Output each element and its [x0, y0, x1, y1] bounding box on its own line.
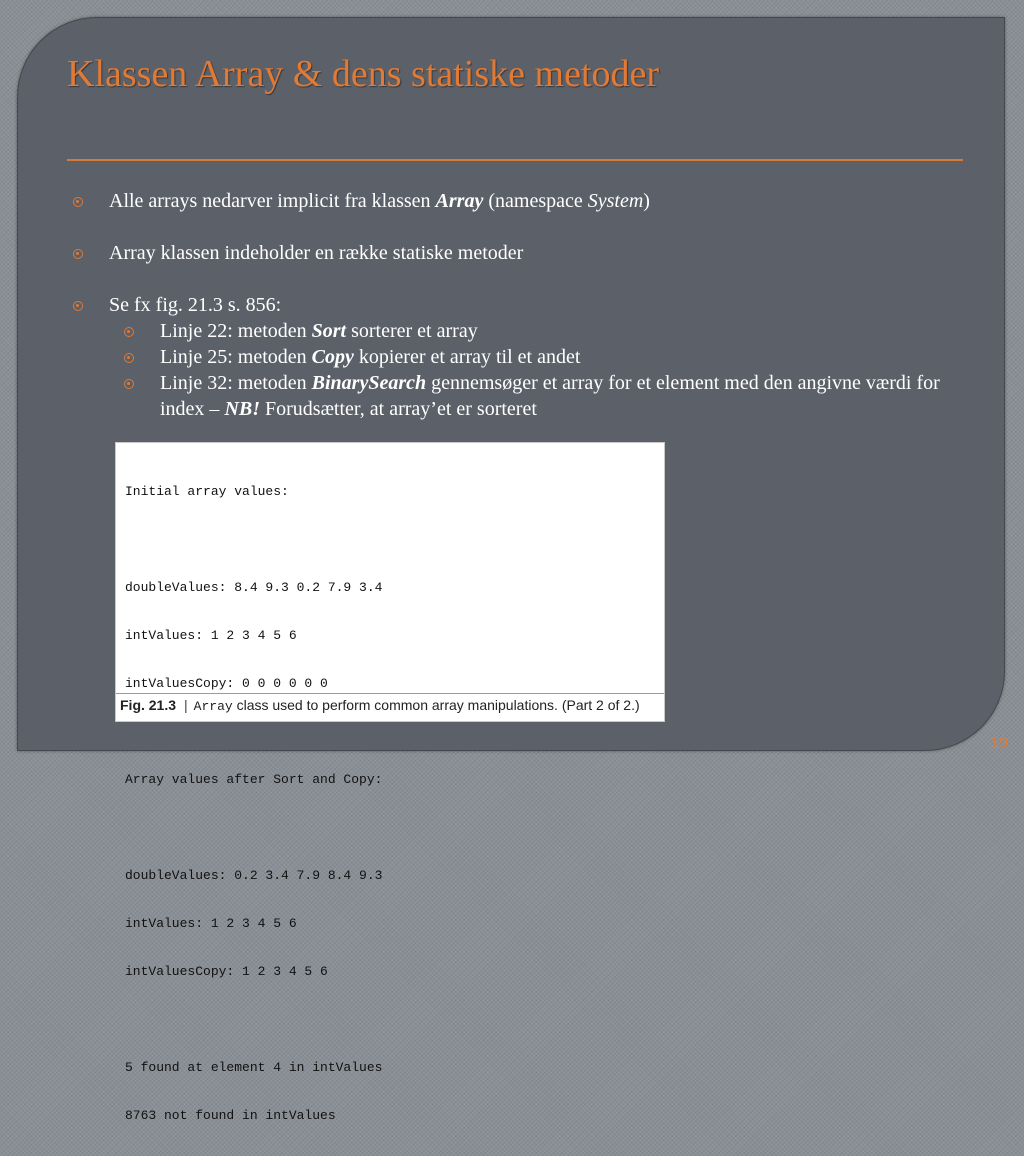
output-line: 5 found at element 4 in intValues	[125, 1060, 383, 1075]
subbullet-sort	[160, 318, 960, 344]
output-line: intValues: 1 2 3 4 5 6	[125, 916, 297, 931]
output-line: 8763 not found in intValues	[125, 1108, 336, 1123]
bullet-inheritance	[109, 188, 949, 214]
bullet-emphasis: System	[587, 190, 644, 212]
subbullet-emphasis: NB!	[224, 398, 261, 420]
title-divider	[67, 159, 963, 161]
subbullet-text: Linje 32: metoden	[160, 372, 312, 394]
output-line: Initial array values:	[125, 484, 289, 499]
caption-divider	[116, 693, 664, 694]
subbullet-copy	[160, 344, 960, 370]
bullet-text: (namespace	[483, 190, 588, 212]
subbullet-emphasis: Sort	[311, 320, 347, 342]
output-line	[125, 820, 665, 836]
bullet-see-figure	[109, 292, 949, 318]
caption-figure-number: Fig. 21.3	[120, 697, 177, 713]
bullet-text: Array klassen indeholder en række statiske metoder	[109, 242, 524, 264]
console-output	[125, 452, 665, 1156]
subbullet-emphasis: BinarySearch	[311, 372, 427, 394]
caption-separator: |	[184, 697, 188, 713]
bullet-circle-icon	[73, 249, 83, 259]
subbullet-emphasis: Copy	[311, 346, 354, 368]
page-number: 19	[990, 735, 1008, 752]
output-line: intValuesCopy: 1 2 3 4 5 6	[125, 964, 328, 979]
output-line: intValuesCopy: 0 0 0 0 0 0	[125, 676, 328, 691]
code-output-figure	[115, 442, 665, 1123]
bullet-circle-icon	[73, 301, 83, 311]
bullet-text: Se fx fig. 21.3 s. 856:	[109, 294, 282, 316]
bullet-text: )	[643, 190, 650, 212]
bullet-circle-icon	[124, 379, 134, 389]
subbullet-text: Linje 22: metoden	[160, 320, 312, 342]
output-line	[125, 724, 665, 740]
output-line: doubleValues: 8.4 9.3 0.2 7.9 3.4	[125, 580, 383, 595]
bullet-circle-icon	[73, 197, 83, 207]
output-line	[125, 1012, 665, 1028]
caption-code: Array	[193, 699, 233, 714]
subbullet-binarysearch	[160, 370, 950, 422]
subbullet-text: kopierer et array til et andet	[353, 346, 581, 368]
subbullet-text: sorterer et array	[346, 320, 478, 342]
bullet-circle-icon	[124, 327, 134, 337]
bullet-circle-icon	[124, 353, 134, 363]
output-line: doubleValues: 0.2 3.4 7.9 8.4 9.3	[125, 868, 383, 883]
figure-caption	[120, 697, 640, 714]
output-line: Array values after Sort and Copy:	[125, 772, 383, 787]
output-line	[125, 532, 665, 548]
subbullet-text: Linje 25: metoden	[160, 346, 312, 368]
bullet-static-methods	[109, 240, 949, 266]
caption-text: class used to perform common array manipulations. (Part 2 of 2.)	[232, 697, 640, 713]
slide-title: Klassen Array & dens statiske metoder	[67, 53, 660, 95]
subbullet-text: Forudsætter, at array’et er sorteret	[260, 398, 537, 420]
bullet-text: Alle arrays nedarver implicit fra klassen	[109, 190, 436, 212]
output-line: intValues: 1 2 3 4 5 6	[125, 628, 297, 643]
bullet-emphasis: Array	[435, 190, 484, 212]
subbullet-text: gennemsøger et array for et element med den angivne værdi for index –	[160, 372, 940, 420]
